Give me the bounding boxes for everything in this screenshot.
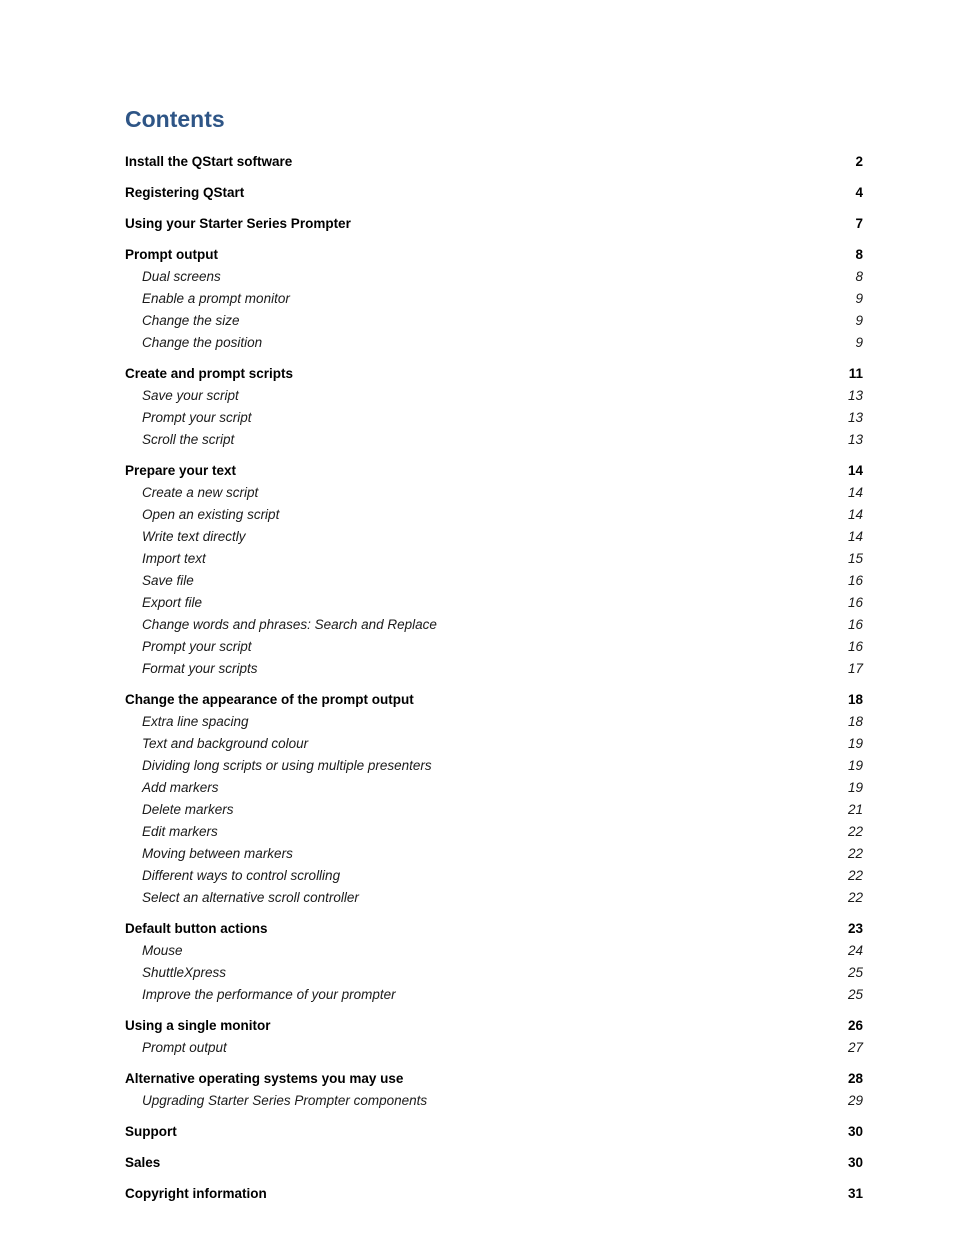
toc-page-number: 9 <box>855 291 863 306</box>
toc-subsection-entry[interactable] <box>142 505 863 525</box>
toc-page-number: 28 <box>847 1071 863 1086</box>
toc-entry-label: Copyright information <box>125 1186 267 1201</box>
toc-page-number: 19 <box>847 736 863 751</box>
toc-subsection-entry[interactable] <box>142 844 863 864</box>
toc-entry-label: Improve the performance of your prompter <box>142 987 396 1002</box>
toc-section-entry[interactable] <box>125 1153 863 1173</box>
toc-entry-label: Mouse <box>142 943 183 958</box>
toc-page-number: 27 <box>847 1040 863 1055</box>
toc-subsection-entry[interactable] <box>142 408 863 428</box>
toc-section-entry[interactable] <box>125 1069 863 1089</box>
toc-subsection-entry[interactable] <box>142 289 863 309</box>
toc-entry-label: Upgrading Starter Series Prompter components <box>142 1093 428 1108</box>
toc-subsection-entry[interactable] <box>142 659 863 679</box>
toc-subsection-entry[interactable] <box>142 483 863 503</box>
toc-subsection-entry[interactable] <box>142 963 863 983</box>
toc-page-number: 22 <box>847 824 863 839</box>
toc-section-entry[interactable] <box>125 245 863 265</box>
toc-entry-label: Prompt your script <box>142 410 252 425</box>
toc-entry-label: Sales <box>125 1155 161 1170</box>
toc-entry-label: Change words and phrases: Search and Replace <box>142 617 437 632</box>
toc-subsection-entry[interactable] <box>142 593 863 613</box>
toc-page-number: 31 <box>847 1186 863 1201</box>
toc-subsection-entry[interactable] <box>142 637 863 657</box>
toc-subsection-entry[interactable] <box>142 985 863 1005</box>
toc-subsection-entry[interactable] <box>142 941 863 961</box>
toc-page-number: 9 <box>855 313 863 328</box>
toc-page-number: 14 <box>847 463 863 478</box>
toc-page-number: 14 <box>847 507 863 522</box>
toc-subsection-entry[interactable] <box>142 756 863 776</box>
toc-section-entry[interactable] <box>125 919 863 939</box>
toc-page-number: 26 <box>847 1018 863 1033</box>
toc-entry-label: Write text directly <box>142 529 246 544</box>
toc-subsection-entry[interactable] <box>142 822 863 842</box>
toc-entry-label: Text and background colour <box>142 736 309 751</box>
toc-entry-label: Extra line spacing <box>142 714 249 729</box>
toc-page-number: 16 <box>847 573 863 588</box>
toc-subsection-entry[interactable] <box>142 333 863 353</box>
toc-page-number: 14 <box>847 529 863 544</box>
toc-entry-label: Import text <box>142 551 206 566</box>
toc-entry-label: Default button actions <box>125 921 268 936</box>
toc-page-number: 15 <box>847 551 863 566</box>
toc-page-number: 11 <box>848 366 863 381</box>
toc-page-number: 22 <box>847 890 863 905</box>
toc-subsection-entry[interactable] <box>142 386 863 406</box>
toc-page-number: 4 <box>855 185 863 200</box>
toc-subsection-entry[interactable] <box>142 800 863 820</box>
toc-page-number: 22 <box>847 868 863 883</box>
toc-entry-label: Create a new script <box>142 485 259 500</box>
toc-section-entry[interactable] <box>125 690 863 710</box>
toc-subsection-entry[interactable] <box>142 430 863 450</box>
toc-page-number: 8 <box>855 247 863 262</box>
toc-entry-label: Prompt output <box>142 1040 227 1055</box>
toc-page-number: 13 <box>847 432 863 447</box>
toc-entry-label: Enable a prompt monitor <box>142 291 290 306</box>
toc-subsection-entry[interactable] <box>142 1091 863 1111</box>
toc-entry-label: Add markers <box>142 780 219 795</box>
toc-subsection-entry[interactable] <box>142 571 863 591</box>
toc-page-number: 19 <box>847 780 863 795</box>
toc-entry-label: Prompt your script <box>142 639 252 654</box>
toc-page-number: 22 <box>847 846 863 861</box>
toc-page-number: 18 <box>847 714 863 729</box>
toc-page-number: 8 <box>855 269 863 284</box>
toc-page-number: 16 <box>847 595 863 610</box>
toc-page-number: 29 <box>847 1093 863 1108</box>
toc-entry-label: Using your Starter Series Prompter <box>125 216 351 231</box>
toc-entry-label: Using a single monitor <box>125 1018 271 1033</box>
toc-page-number: 9 <box>855 335 863 350</box>
toc-page-number: 19 <box>847 758 863 773</box>
toc-page-number: 14 <box>847 485 863 500</box>
toc-section-entry[interactable] <box>125 183 863 203</box>
toc-page-number: 18 <box>847 692 863 707</box>
toc-subsection-entry[interactable] <box>142 712 863 732</box>
toc-page-number: 7 <box>855 216 863 231</box>
toc-page-number: 2 <box>855 154 863 169</box>
toc-entry-label: Dual screens <box>142 269 221 284</box>
toc-entry-label: Select an alternative scroll controller <box>142 890 359 905</box>
toc-entry-label: Different ways to control scrolling <box>142 868 341 883</box>
toc-section-entry[interactable] <box>125 461 863 481</box>
toc-entry-label: Change the position <box>142 335 263 350</box>
toc-subsection-entry[interactable] <box>142 311 863 331</box>
page-title: Contents <box>125 106 225 132</box>
toc-entry-label: Registering QStart <box>125 185 245 200</box>
toc-subsection-entry[interactable] <box>142 615 863 635</box>
toc-subsection-entry[interactable] <box>142 778 863 798</box>
toc-entry-label: Save your script <box>142 388 239 403</box>
toc-page-number: 16 <box>847 617 863 632</box>
toc-entry-label: Export file <box>142 595 203 610</box>
toc-entry-label: Save file <box>142 573 194 588</box>
toc-page-number: 13 <box>847 388 863 403</box>
toc-entry-label: Change the size <box>142 313 240 328</box>
toc-page-number: 24 <box>847 943 863 958</box>
toc-entry-label: ShuttleXpress <box>142 965 227 980</box>
toc-page-number: 30 <box>847 1124 863 1139</box>
toc-entry-label: Alternative operating systems you may use <box>125 1071 404 1086</box>
toc-entry-label: Prompt output <box>125 247 218 262</box>
toc-entry-label: Change the appearance of the prompt output <box>125 692 414 707</box>
toc-entry-label: Install the QStart software <box>125 154 293 169</box>
toc-subsection-entry[interactable] <box>142 267 863 287</box>
toc-entry-label: Delete markers <box>142 802 234 817</box>
toc-entry-label: Scroll the script <box>142 432 235 447</box>
toc-entry-label: Edit markers <box>142 824 218 839</box>
toc-entry-label: Create and prompt scripts <box>125 366 294 381</box>
toc-page-number: 30 <box>847 1155 863 1170</box>
toc-page-number: 16 <box>847 639 863 654</box>
toc-subsection-entry[interactable] <box>142 527 863 547</box>
toc-page-number: 21 <box>847 802 863 817</box>
toc-page-number: 13 <box>847 410 863 425</box>
toc-subsection-entry[interactable] <box>142 734 863 754</box>
toc-page-number: 25 <box>847 987 863 1002</box>
toc-page-number: 23 <box>847 921 863 936</box>
toc-entry-label: Moving between markers <box>142 846 293 861</box>
toc-entry-label: Prepare your text <box>125 463 237 478</box>
toc-section-entry[interactable] <box>125 1122 863 1142</box>
toc-subsection-entry[interactable] <box>142 866 863 886</box>
toc-entry-label: Open an existing script <box>142 507 280 522</box>
toc-section-entry[interactable] <box>125 1184 863 1204</box>
toc-entry-label: Support <box>125 1124 177 1139</box>
toc-section-entry[interactable] <box>125 364 863 384</box>
toc-section-entry[interactable] <box>125 1016 863 1036</box>
toc-entry-label: Format your scripts <box>142 661 258 676</box>
toc-page-number: 17 <box>847 661 863 676</box>
toc-subsection-entry[interactable] <box>142 549 863 569</box>
toc-section-entry[interactable] <box>125 152 863 172</box>
toc-subsection-entry[interactable] <box>142 888 863 908</box>
toc-entry-label: Dividing long scripts or using multiple presenters <box>142 758 432 773</box>
toc-section-entry[interactable] <box>125 214 863 234</box>
toc-subsection-entry[interactable] <box>142 1038 863 1058</box>
toc-page-number: 25 <box>847 965 863 980</box>
